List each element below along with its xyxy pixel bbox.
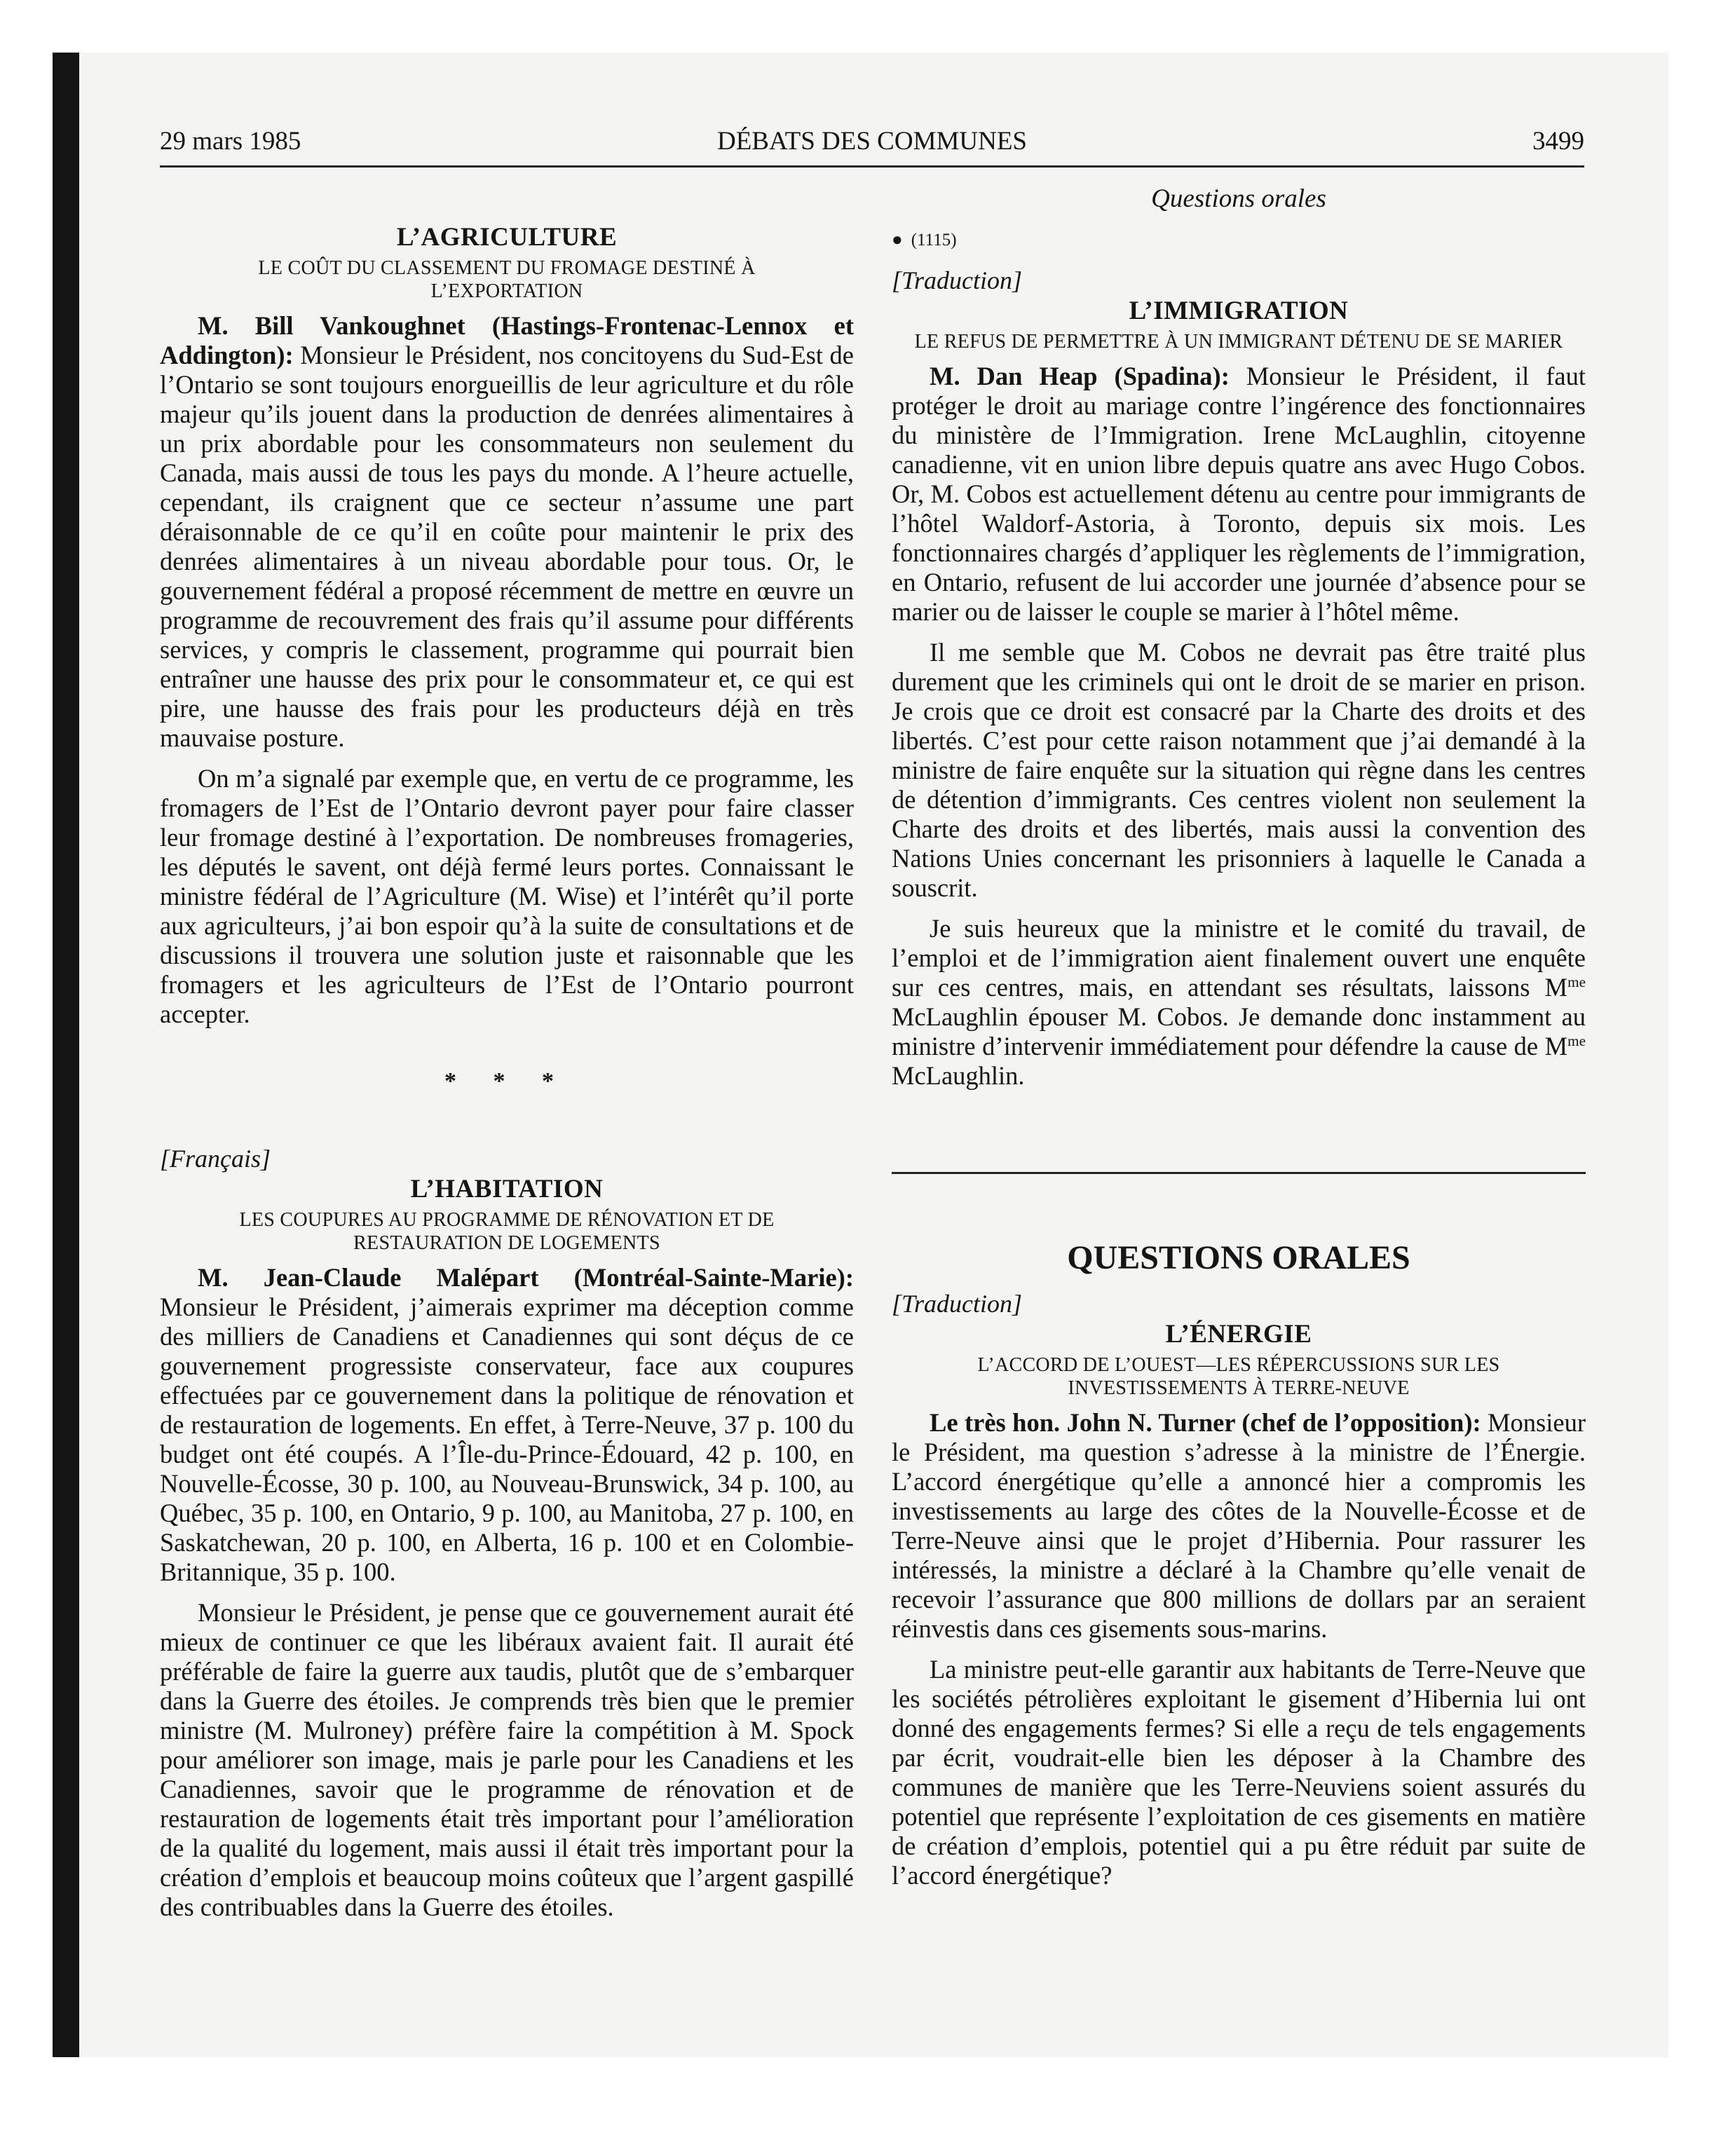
publication-title: DÉBATS DES COMMUNES <box>716 127 1027 156</box>
page-number: 3499 <box>1532 127 1584 156</box>
paragraph-malepart-1 <box>160 1263 854 1587</box>
paragraph-text: Monsieur le Président, ma question s’adresse à la ministre de l’Énergie. L’accord énergétique qu’elle a annoncé hier a compromis les investissements au large des côtes de la Nouvelle-Écosse et de Terre-Neuve ainsi que le projet d’Hibernia. Pour rassurer les intéressés, la ministre a déclaré à la Chambre qu’elle venait de recevoir l’assurance que 800 millions de dollars par an seraient réinvestis dans ces gisements sous-marins. <box>892 1408 1586 1643</box>
paragraph-text: McLaughlin épouser M. Cobos. Je demande donc instamment au ministre d’intervenir immédiatement pour défendre la cause de M <box>892 1002 1586 1060</box>
paragraph-heap-3 <box>892 914 1586 1091</box>
header-date: 29 mars 1985 <box>160 127 301 156</box>
section-heading-energie: L’ÉNERGIE <box>1165 1320 1312 1349</box>
bullet-icon: ● <box>892 229 903 250</box>
language-tag-traduction: [Traduction] <box>892 266 1023 294</box>
paragraph-turner-2: La ministre peut-elle garantir aux habitants de Terre-Neuve que les sociétés pétrolières exploitant le gisement d’Hibernia lui ont donné des engagements fermes? Si elle a reçu de tels engagements par écrit, voudrait-elle bien les déposer à la Chambre des communes de manière que les Terre-Neuviens soient assurés du potentiel que représente l’exploitation de ces gisements en matière de création d’emplois, potentiel qui a pu être réduit par suite de l’accord énergétique? <box>892 1655 1586 1890</box>
paragraph-text: Monsieur le Président, j’aimerais exprimer ma déception comme des milliers de Canadiens et Canadiennes qui sont déçus de ce gouvernement progressiste conservateur, face aux coupures effectuées par ce gouvernement dans la politique de rénovation et de restauration de logements. En effet, à Terre-Neuve, 37 p. 100 du budget ont été coupés. A l’Île-du-Prince-Édouard, 42 p. 100, en Nouvelle-Écosse, 30 p. 100, au Nouveau-Brunswick, 34 p. 100, au Québec, 35 p. 100, en Ontario, 9 p. 100, au Manitoba, 27 p. 100, en Saskatchewan, 20 p. 100, en Alberta, 16 p. 100 et en Colombie-Britannique, 35 p. 100. <box>160 1292 854 1586</box>
timestamp-marker <box>892 227 1586 253</box>
language-tag-traduction: [Traduction] <box>892 1290 1023 1318</box>
paragraph-heap-2: Il me semble que M. Cobos ne devrait pas être traité plus durement que les criminels qui ont le droit de se marier en prison. Je crois que ce droit est consacré par la Charte des droits et des libertés. C’est pour cette raison notamment que j’ai demandé à la ministre de faire enquête sur la situation qui règne dans les centres de détention d’immigrants. Ces centres violent non seulement la Charte des droits et des libertés, mais aussi la convention des Nations Unies concernant les prisonniers à laquelle le Canada a souscrit. <box>892 638 1586 902</box>
major-heading-questions-orales: QUESTIONS ORALES <box>1067 1239 1410 1276</box>
paragraph-turner-1 <box>892 1408 1586 1644</box>
language-tag-francais: [Français] <box>160 1145 271 1173</box>
paragraph-heap-1 <box>892 362 1586 627</box>
subheading-immigrant-marriage: LE REFUS DE PERMETTRE À UN IMMIGRANT DÉTENU DE SE MARIER <box>914 331 1563 353</box>
section-label-questions-orales: Questions orales <box>1151 184 1326 213</box>
running-header <box>160 126 1584 168</box>
speaker-vankoughnet: M. Bill Vankoughnet (Hastings-Frontenac-Lennox et Addington): <box>160 311 854 369</box>
paragraph-malepart-2: Monsieur le Président, je pense que ce gouvernement aurait été mieux de continuer ce que les libéraux avaient fait. Il aurait été préférable de faire la guerre aux taudis, plutôt que de s’embarquer dans la Guerre des étoiles. Je comprends très bien que le premier ministre (M. Mulroney) préfère faire la compétition à M. Spock pour améliorer son image, mais je parle pour les Canadiens et les Canadiennes, savoir que le programme de rénovation et de restauration de logements était très important pour l’amélioration de la qualité du logement, mais aussi il était très important pour la création d’emplois et beaucoup moins coûteux que l’argent gaspillé des contribuables dans la Guerre des étoiles. <box>160 1598 854 1921</box>
section-heading-agriculture: L’AGRICULTURE <box>396 223 618 252</box>
paragraph-text: Monsieur le Président, nos concitoyens du Sud-Est de l’Ontario se sont toujours enorgueillis de leur agriculture et du rôle majeur qu’ils jouent dans la production de denrées alimentaires à un prix abordable pour les consommateurs non seulement du Canada, mais aussi de tous les pays du monde. A l’heure actuelle, cependant, ils craignent que ce secteur n’assume une part déraisonnable de ce qu’il en coûte pour maintenir le prix des denrées alimentaires à un niveau abordable pour tous. Or, le gouvernement fédéral a proposé récemment de mettre en œuvre un programme de recouvrement des frais qu’il assume pour différents services, y compris le classement, programme qui pourrait bien entraîner une hausse des prix pour le consommateur et, ce qui est pire, une hausse des frais pour les producteurs déjà en très mauvaise posture. <box>160 341 854 752</box>
subheading-cheese-grading: LE COÛT DU CLASSEMENT DU FROMAGE DESTINÉ À L’EXPORTATION <box>258 257 756 302</box>
speaker-turner: Le très hon. John N. Turner (chef de l’opposition): <box>930 1408 1481 1437</box>
header-rule <box>160 165 1584 168</box>
speaker-heap: M. Dan Heap (Spadina): <box>930 362 1230 390</box>
section-heading-habitation: L’HABITATION <box>410 1175 604 1203</box>
superscript-me: me <box>1567 1032 1586 1049</box>
section-heading-immigration: L’IMMIGRATION <box>1129 296 1349 325</box>
paragraph-vankoughnet-2: On m’a signalé par exemple que, en vertu de ce programme, les fromagers de l’Est de l’Ontario devront payer pour faire classer leur fromage destiné à l’exportation. De nombreuses fromageries, les députés le savent, ont déjà fermé leurs portes. Connaissant le ministre fédéral de l’Agriculture (M. Wise) et l’intérêt qu’il porte aux agriculteurs, j’ai bon espoir qu’à la suite de consultations et de discussions il trouvera une solution juste et raisonnable que les fromagers et les agriculteurs de l’Est de l’Ontario pourront accepter. <box>160 764 854 1028</box>
paragraph-text: Monsieur le Président, il faut protéger le droit au mariage contre l’ingérence des fonctionnaires du ministère de l’Immigration. Irene McLaughlin, citoyenne canadienne, vit en union libre depuis quatre ans avec Hugo Cobos. Or, M. Cobos est actuellement détenu au centre pour immigrants de l’hôtel Waldorf-Astoria, à Toronto, depuis six mois. Les fonctionnaires chargés d’appliquer les règlements de l’immigration, en Ontario, refusent de lui accorder une journée d’absence pour se marier ou de laisser le couple se marier à l’hôtel même. <box>892 362 1586 626</box>
subheading-western-accord: L’ACCORD DE L’OUEST—LES RÉPERCUSSIONS SUR LES INVESTISSEMENTS À TERRE-NEUVE <box>977 1354 1500 1399</box>
speaker-malepart: M. Jean-Claude Malépart (Montréal-Sainte-Marie): <box>198 1263 854 1292</box>
timestamp: (1115) <box>911 231 957 250</box>
left-column <box>160 184 854 1933</box>
scan-edge <box>53 53 79 2057</box>
paragraph-vankoughnet-1 <box>160 311 854 753</box>
paragraph-text: McLaughlin. <box>892 1061 1025 1090</box>
superscript-me: me <box>1567 973 1586 990</box>
right-column <box>892 184 1586 1902</box>
section-separator: * * * <box>444 1068 569 1094</box>
subheading-housing-cuts: LES COUPURES AU PROGRAMME DE RÉNOVATION ET DE RESTAURATION DE LOGEMENTS <box>239 1209 775 1254</box>
paragraph-text: Je suis heureux que la ministre et le comité du travail, de l’emploi et de l’immigration aient finalement ouvert une enquête sur ces centres, mais, en attendant ses résultats, laissons M <box>892 914 1586 1002</box>
